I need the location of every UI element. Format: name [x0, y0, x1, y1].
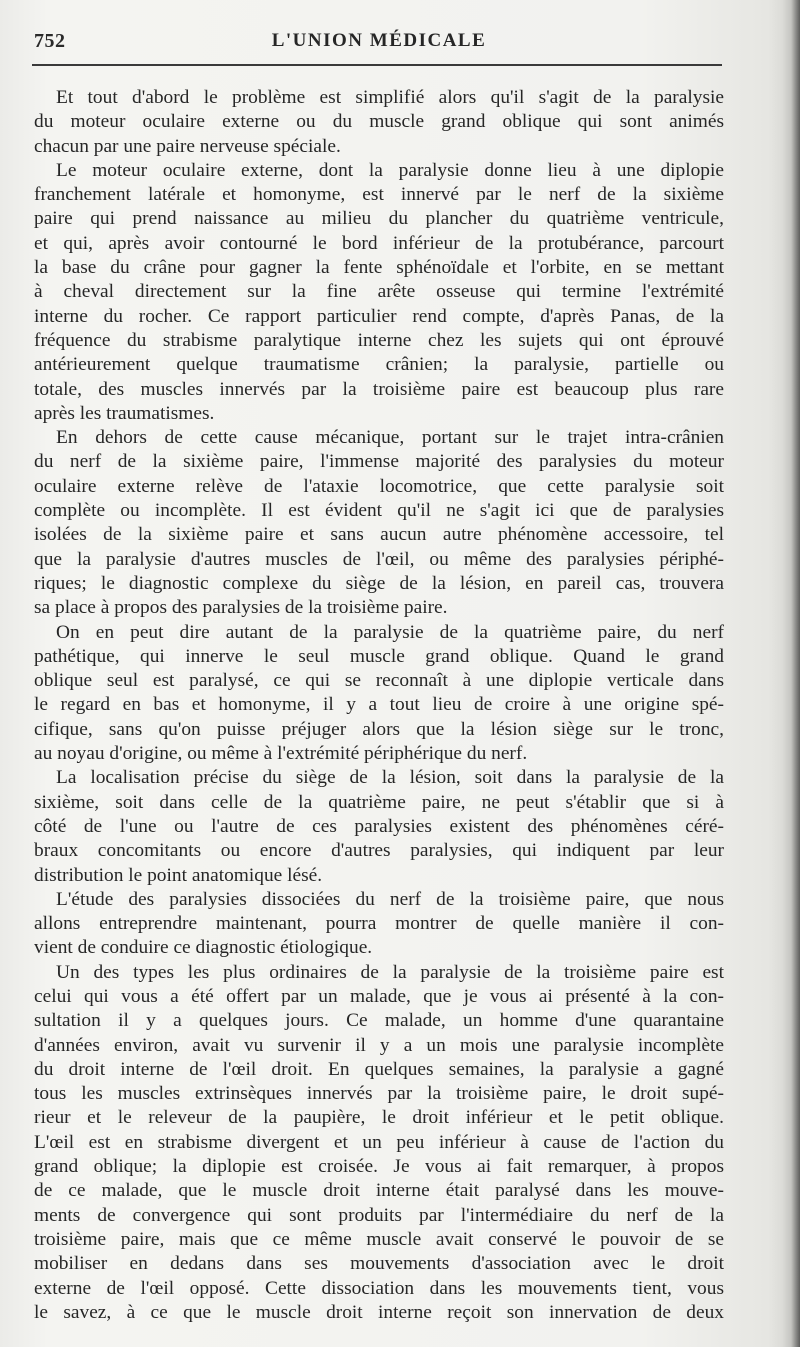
text-line: sa place à propos des paralysies de la troisième paire.: [34, 597, 448, 619]
text-line: pathétique, qui innerve le seul muscle grand oblique. Quand le grand: [34, 645, 724, 667]
text-line: la base du crâne pour gagner la fente sphénoïdale et l'orbite, en se mettant: [34, 257, 724, 279]
text-line: à cheval directement sur la fine arête osseuse qui termine l'extrémité: [34, 281, 724, 303]
text-line: du nerf de la sixième paire, l'immense majorité des paralysies du moteur: [34, 451, 724, 473]
header-rule: [32, 64, 722, 66]
text-line: antérieurement quelque traumatisme crânien; la paralysie, partielle ou: [34, 354, 724, 376]
text-line: de ce malade, que le muscle droit interne était paralysé dans les mouve-: [34, 1180, 724, 1202]
paragraph: [34, 426, 724, 620]
text-line: L'œil est en strabisme divergent et un peu inférieur à cause de l'action du: [34, 1131, 724, 1153]
text-line: Et tout d'abord le problème est simplifié alors qu'il s'agit de la paralysie: [56, 87, 724, 108]
text-line: Le moteur oculaire externe, dont la paralysie donne lieu à une diplopie: [56, 159, 724, 181]
text-line: distribution le point anatomique lésé.: [34, 864, 323, 886]
text-line: après les traumatismes.: [34, 402, 215, 424]
page-number: 752: [34, 30, 66, 52]
text-line: allons entreprendre maintenant, pourra montrer de quelle manière il con-: [34, 913, 724, 935]
text-line: du droit interne de l'œil droit. En quelques semaines, la paralysie a gagné: [34, 1058, 724, 1080]
text-line: troisième paire, mais que ce même muscle avait conservé le pouvoir de se: [34, 1228, 724, 1250]
text-line: complète ou incomplète. Il est évident qu'il ne s'agit ici que de paralysies: [34, 500, 724, 522]
paragraph: [34, 159, 724, 426]
text-line: braux concomitants ou encore d'autres paralysies, qui indiquent par leur: [34, 840, 724, 862]
text-line: le regard en bas et homonyme, il y a tout lieu de croire à une origine spé-: [34, 694, 724, 716]
text-line: sultation il y a quelques jours. Ce malade, un homme d'une quarantaine: [34, 1010, 724, 1032]
text-line: que la paralysie d'autres muscles de l'œil, ou même des paralysies périphé-: [34, 548, 724, 570]
text-line: totale, des muscles innervés par la troisième paire est beaucoup plus rare: [34, 378, 724, 400]
paragraph: [34, 621, 724, 767]
text-line: paire qui prend naissance au milieu du plancher du quatrième ventricule,: [34, 208, 724, 230]
text-line: oblique seul est paralysé, ce qui se reconnaît à une diplopie verticale dans: [34, 670, 724, 692]
text-line: sixième, soit dans celle de la quatrième paire, ne peut s'établir que si à: [34, 791, 724, 813]
page-header: [34, 30, 724, 64]
text-line: chacun par une paire nerveuse spéciale.: [34, 135, 341, 157]
text-line: La localisation précise du siège de la lésion, soit dans la paralysie de la: [56, 767, 724, 789]
text-line: interne du rocher. Ce rapport particulier rend compte, d'après Panas, de la: [34, 305, 724, 327]
text-line: ments de convergence qui sont produits par l'intermédiaire du nerf de la: [34, 1204, 724, 1226]
page-edge-shadow: [782, 0, 800, 1347]
paragraph: [34, 961, 724, 1325]
text-line: tous les muscles extrinsèques innervés par la troisième paire, le droit supé-: [34, 1083, 724, 1105]
text-line: isolées de la sixième paire et sans aucun autre phénomène accessoire, tel: [34, 524, 724, 546]
text-line: grand oblique; la diplopie est croisée. Je vous ai fait remarquer, à propos: [34, 1156, 724, 1178]
text-line: fréquence du strabisme paralytique interne chez les sujets qui ont éprouvé: [34, 329, 724, 351]
text-line: côté de l'une ou l'autre de ces paralysies existent des phénomènes céré-: [34, 815, 724, 837]
text-line: externe de l'œil opposé. Cette dissociation dans les mouvements tient, vous: [34, 1277, 724, 1299]
running-head: L'UNION MÉDICALE: [271, 30, 487, 51]
text-line: mobiliser en dedans dans ses mouvements d'association avec le droit: [34, 1253, 724, 1275]
paragraph: [34, 888, 724, 961]
text-line: En dehors de cette cause mécanique, portant sur le trajet intra-crânien: [56, 427, 724, 449]
text-line: On en peut dire autant de la paralysie de la quatrième paire, du nerf: [56, 621, 724, 643]
text-line: oculaire externe relève de l'ataxie locomotrice, que cette paralysie soit: [34, 475, 724, 497]
text-line: cifique, sans qu'on puisse préjuger alors que la lésion siège sur le tronc,: [34, 718, 724, 740]
text-line: d'années environ, avait vu survenir il y a un mois une paralysie incomplète: [34, 1034, 724, 1056]
text-line: le savez, à ce que le muscle droit interne reçoit son innervation de deux: [34, 1301, 724, 1323]
text-line: du moteur oculaire externe ou du muscle grand oblique qui sont animés: [34, 111, 724, 133]
text-line: celui qui vous a été offert par un malade, que je vous ai présenté à la con-: [34, 985, 724, 1007]
paragraph: [34, 766, 724, 887]
text-line: au noyau d'origine, ou même à l'extrémité périphérique du nerf.: [34, 743, 528, 765]
body-text: [34, 86, 724, 1325]
text-line: riques; le diagnostic complexe du siège de la lésion, en pareil cas, trouvera: [34, 572, 724, 594]
text-line: et qui, après avoir contourné le bord inférieur de la protubérance, parcourt: [34, 232, 724, 254]
text-line: franchement latérale et homonyme, est innervé par le nerf de la sixième: [34, 184, 724, 206]
text-line: vient de conduire ce diagnostic étiologique.: [34, 937, 373, 959]
text-line: Un des types les plus ordinaires de la paralysie de la troisième paire est: [56, 961, 724, 983]
text-line: rieur et le releveur de la paupière, le droit inférieur et le petit oblique.: [34, 1107, 724, 1129]
text-line: L'étude des paralysies dissociées du nerf de la troisième paire, que nous: [56, 888, 724, 910]
paragraph: [34, 86, 724, 159]
